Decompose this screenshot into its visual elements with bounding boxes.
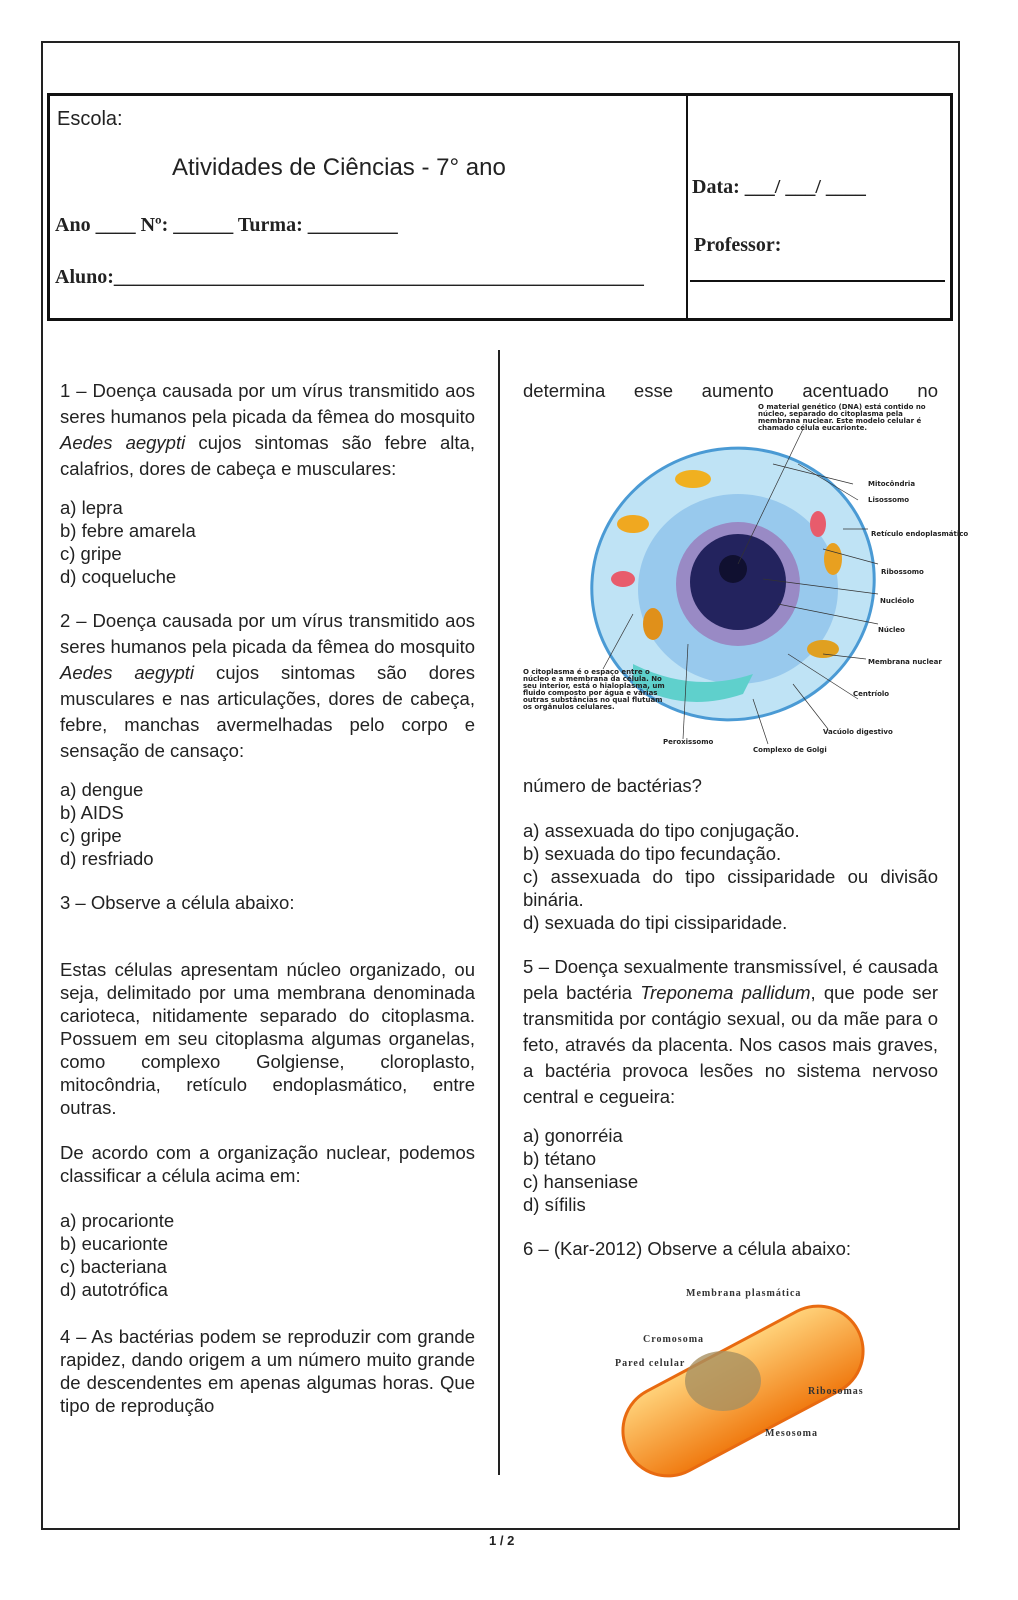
page-title: Atividades de Ciências - 7° ano	[172, 154, 506, 181]
label-reticulo: Retículo endoplasmático	[871, 530, 969, 538]
mitochondrion	[675, 470, 711, 488]
cytoplasm-note: O citoplasma é o espaço entre o núcleo e a membrana da célula. No seu interior, está o hialoplasma, um fluido composto por água e várias outras substâncias no qual flutuam os orgânulos celulares.	[523, 668, 665, 711]
column-divider	[498, 350, 500, 1475]
lysosome	[611, 571, 635, 587]
q5-species: Treponema pallidum	[640, 982, 811, 1003]
option[interactable]: a) assexuada do tipo conjugação.	[523, 820, 800, 841]
professor-label: Professor:	[694, 234, 782, 256]
right-column	[523, 378, 969, 1461]
question-2	[60, 608, 475, 764]
option[interactable]: d) autotrófica	[60, 1279, 168, 1300]
school-label: Escola:	[57, 108, 123, 130]
q1-text-end: cujos sintomas são febre alta, calafrios, dores de cabeça e musculares:	[60, 432, 475, 479]
label-peroxissomo: Peroxissomo	[663, 738, 714, 746]
option[interactable]: b) AIDS	[60, 802, 124, 823]
q1-text: 1 – Doença causada por um vírus transmitido aos seres humanos pela picada da fêmea do mosquito	[60, 380, 475, 427]
question-1	[60, 378, 475, 482]
option[interactable]: c) hanseniase	[523, 1171, 639, 1192]
label-nucleolo: Nucléolo	[880, 597, 915, 605]
q3-text: Estas células apresentam núcleo organizado, ou seja, delimitado por uma membrana denominada carioteca, nitidamente separado do citoplasma. Possuem em seu citoplasma algumas organelas, como complexo Golgiense, cloroplasto, mitocôndria, retículo endoplasmático, entre outras.	[60, 959, 475, 1118]
q3-question: De acordo com a organização nuclear, podemos classificar a célula acima em:	[60, 1142, 475, 1186]
question-5	[523, 954, 938, 1110]
label-golgi: Complexo de Golgi	[753, 746, 827, 754]
label-centriolo: Centríolo	[853, 690, 890, 698]
dna-note: O material genético (DNA) está contido no núcleo, separado do citoplasma pela membrana nuclear. Este modelo celular é chamado célula eucarionte.	[758, 403, 926, 432]
option[interactable]: d) coqueluche	[60, 566, 177, 587]
option[interactable]: c) gripe	[60, 825, 122, 846]
lysosome	[810, 511, 826, 537]
option[interactable]: a) lepra	[60, 497, 123, 518]
option[interactable]: d) resfriado	[60, 848, 154, 869]
label-lisossomo: Lisossomo	[868, 496, 910, 504]
option[interactable]: d) sífilis	[523, 1194, 586, 1215]
chromosome	[685, 1351, 761, 1411]
q6-intro: 6 – (Kar-2012) Observe a célula abaixo:	[523, 1238, 852, 1259]
q2-options	[60, 778, 475, 870]
professor-line	[690, 280, 945, 282]
option[interactable]: b) eucarionte	[60, 1233, 168, 1254]
option[interactable]: b) tétano	[523, 1148, 597, 1169]
student-line: Aluno:_____________________________________________________	[55, 266, 644, 288]
q1-species: Aedes aegypti	[60, 432, 186, 453]
mitochondrion	[617, 515, 649, 533]
eukaryotic-cell-diagram	[523, 403, 969, 769]
label-membrana: Membrana plasmática	[686, 1288, 802, 1299]
label-ribossomo: Ribossomo	[881, 568, 924, 576]
label-pared: Pared celular	[615, 1358, 686, 1369]
q2-text-end: cujos sintomas são dores musculares e nas articulações, dores de cabeça, febre, manchas avermelhadas pelo corpo e sensação de cansaço:	[60, 662, 475, 761]
q4-text-part1: 4 – As bactérias podem se reproduzir com grande rapidez, dando origem a um número muito grande de descendentes em apenas algumas horas. Que tipo de reprodução	[60, 1326, 475, 1416]
label-cromosoma: Cromosoma	[643, 1334, 705, 1345]
left-column	[60, 378, 475, 1431]
option[interactable]: c) bacteriana	[60, 1256, 167, 1277]
q4-options	[523, 819, 938, 934]
label-vacuolo: Vacúolo digestivo	[823, 728, 893, 736]
nucleolus	[719, 555, 747, 583]
q3-options	[60, 1209, 475, 1301]
q5-text-end: , que pode ser transmitida por contágio sexual, ou da mãe para o feto, através da placenta. Nos casos mais graves, a bactéria provoca lesões no sistema nervoso central e cegueira:	[523, 982, 938, 1107]
option[interactable]: a) procarionte	[60, 1210, 175, 1231]
q5-options	[523, 1124, 938, 1216]
option[interactable]: b) sexuada do tipo fecundação.	[523, 843, 782, 864]
q4-text-part3: número de bactérias?	[523, 775, 702, 796]
label-nucleo: Núcleo	[878, 626, 905, 634]
q4-text-part2: determina esse aumento acentuado no	[523, 380, 938, 401]
mitochondrion	[643, 608, 663, 640]
label-mitocondria: Mitocôndria	[868, 480, 916, 488]
option[interactable]: c) gripe	[60, 543, 122, 564]
date-line: Data: ___/ ___/ ____	[692, 176, 866, 198]
q1-options	[60, 496, 475, 588]
page-number: 1 / 2	[489, 1533, 515, 1548]
bacteria-diagram	[523, 1276, 938, 1461]
mitochondrion	[824, 543, 842, 575]
option[interactable]: d) sexuada do tipi cissiparidade.	[523, 912, 788, 933]
label-membrana-nuclear: Membrana nuclear	[868, 658, 942, 666]
label-mesosoma: Mesosoma	[765, 1428, 818, 1439]
option[interactable]: a) gonorréia	[523, 1125, 623, 1146]
q2-species: Aedes aegypti	[60, 662, 195, 683]
option[interactable]: a) dengue	[60, 779, 144, 800]
option[interactable]: b) febre amarela	[60, 520, 196, 541]
option[interactable]: c) assexuada do tipo cissiparidade ou divisão binária.	[523, 866, 938, 910]
ano-turma-line: Ano ____ Nº: ______ Turma: _________	[55, 214, 398, 236]
header-divider	[686, 96, 688, 318]
q5-text: 5 – Doença sexualmente transmissível, é causada pela bactéria	[523, 956, 938, 1003]
q3-intro: 3 – Observe a célula abaixo:	[60, 892, 295, 913]
label-ribosomas: Ribosomas	[808, 1386, 864, 1397]
q2-text: 2 – Doença causada por um vírus transmitido aos seres humanos pela picada da fêmea do mosquito	[60, 610, 475, 657]
